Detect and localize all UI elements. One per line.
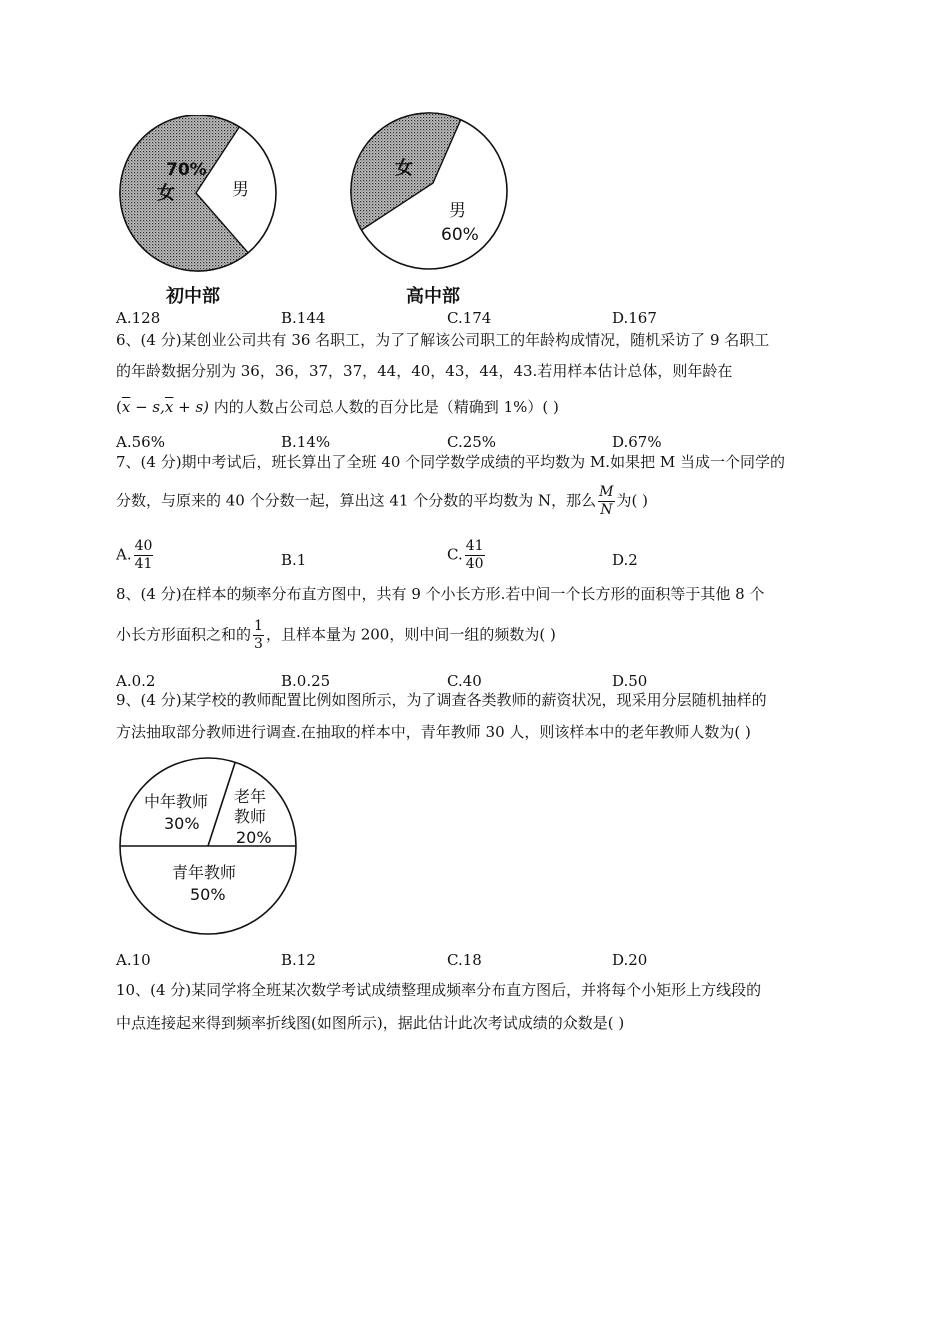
pie-label-young: 青年教师 — [172, 863, 237, 882]
q9-option-b: B.12 — [281, 951, 316, 969]
interval-minus: − s, — [130, 398, 165, 416]
q6-option-b: B.14% — [281, 433, 331, 451]
q5-option-c: C.174 — [447, 309, 492, 327]
fraction-41-over-40: $\frac{41}{40}$ — [465, 538, 484, 572]
q7-option-a: A. $\frac{40}{41}$ — [116, 538, 153, 572]
q9-option-d: D.20 — [612, 951, 648, 969]
q8-line-2 — [116, 618, 556, 653]
pie-label-female: 女 — [395, 158, 413, 179]
pie-label-old: 老年 — [234, 787, 267, 806]
q7-option-d: D.2 — [612, 551, 638, 569]
pie-label-male: 男 — [232, 180, 249, 200]
q7-line-1: 7、(4 分)期中考试后，班长算出了全班 40 个同学数学成绩的平均数为 M.如果把 M 当成一个同学的 — [116, 453, 785, 471]
q7-line-2-pre: 分数，与原来的 40 个分数一起，算出这 41 个分数的平均数为 N，那么 — [116, 491, 597, 510]
q10-line-2: 中点连接起来得到频率折线图(如图所示)，据此估计此次考试成绩的众数是( ) — [116, 1014, 625, 1032]
pie-label-old-pct: 20% — [236, 828, 272, 847]
pie-label-male-pct: 60% — [441, 225, 479, 245]
interval-plus: + s) — [173, 398, 210, 416]
q6-line-2: 的年龄数据分别为 36，36，37，37，44，40，43，44，43.若用样本估计总体，则年龄在 — [116, 362, 733, 380]
q6-option-c: C.25% — [447, 433, 497, 451]
q8-line-1: 8、(4 分)在样本的频率分布直方图中，共有 9 个小长方形.若中间一个长方形的面积等于其他 8 个 — [116, 585, 765, 603]
pie-label-female-pct: 70% — [166, 160, 207, 180]
pie-label-male: 男 — [449, 201, 466, 221]
pie-chart-teachers — [114, 752, 306, 942]
pie-chart-junior — [110, 115, 290, 275]
q5-option-a: A.128 — [116, 309, 161, 327]
fraction-40-over-41: $\frac{40}{41}$ — [134, 538, 153, 572]
q7-line-2-post: 为( ) — [616, 491, 648, 510]
q9-option-a: A.10 — [116, 951, 151, 969]
q5-option-b: B.144 — [281, 309, 326, 327]
pie-label-young-pct: 50% — [190, 885, 226, 904]
q8-option-b: B.0.25 — [281, 672, 331, 690]
q8-option-a: A.0.2 — [116, 672, 156, 690]
pie-chart-senior — [345, 108, 515, 278]
mean-symbol: $\overline{x}$ — [164, 398, 174, 416]
q6-option-d: D.67% — [612, 433, 662, 451]
q8-option-c: C.40 — [447, 672, 482, 690]
pie-caption-junior: 初中部 — [166, 286, 220, 307]
q9-option-c: C.18 — [447, 951, 482, 969]
q8-line-2-pre: 小长方形面积之和的 — [116, 625, 252, 644]
q8-option-d: D.50 — [612, 672, 648, 690]
q8-line-2-post: ，且样本量为 200，则中间一组的频数为( ) — [265, 625, 556, 644]
q7-line-2 — [116, 484, 648, 519]
q10-line-1: 10、(4 分)某同学将全班某次数学考试成绩整理成频率分布直方图后，并将每个小矩形上方线段的 — [116, 981, 762, 999]
pie-label-female: 女 — [157, 183, 175, 204]
q6-line-1: 6、(4 分)某创业公司共有 36 名职工，为了了解该公司职工的年龄构成情况，随机采访了 9 名职工 — [116, 331, 770, 349]
q6-line-3 — [116, 397, 559, 417]
fraction-m-over-n: $\frac{M}{N}$ — [599, 484, 614, 518]
pie-label-middle-aged: 中年教师 — [144, 792, 209, 811]
fraction-one-third: $\frac{1}{3}$ — [254, 618, 263, 652]
q7-option-c: C. $\frac{41}{40}$ — [447, 538, 484, 572]
q7-option-b: B.1 — [281, 551, 307, 569]
pie-label-middle-aged-pct: 30% — [164, 814, 200, 833]
mean-symbol: $\overline{x}$ — [121, 398, 131, 416]
q9-line-2: 方法抽取部分教师进行调查.在抽取的样本中，青年教师 30 人，则该样本中的老年教师人数为( ) — [116, 723, 751, 741]
q9-line-1: 9、(4 分)某学校的教师配置比例如图所示，为了调查各类教师的薪资状况，现采用分层随机抽样的 — [116, 691, 767, 709]
q6-line-3-rest: 内的人数占公司总人数的百分比是（精确到 1%）( ) — [209, 398, 559, 416]
q5-option-d: D.167 — [612, 309, 657, 327]
interval-open: ( — [116, 398, 122, 416]
pie-label-old-2: 教师 — [234, 807, 267, 826]
q6-option-a: A.56% — [116, 433, 165, 451]
pie-caption-senior: 高中部 — [406, 286, 460, 307]
